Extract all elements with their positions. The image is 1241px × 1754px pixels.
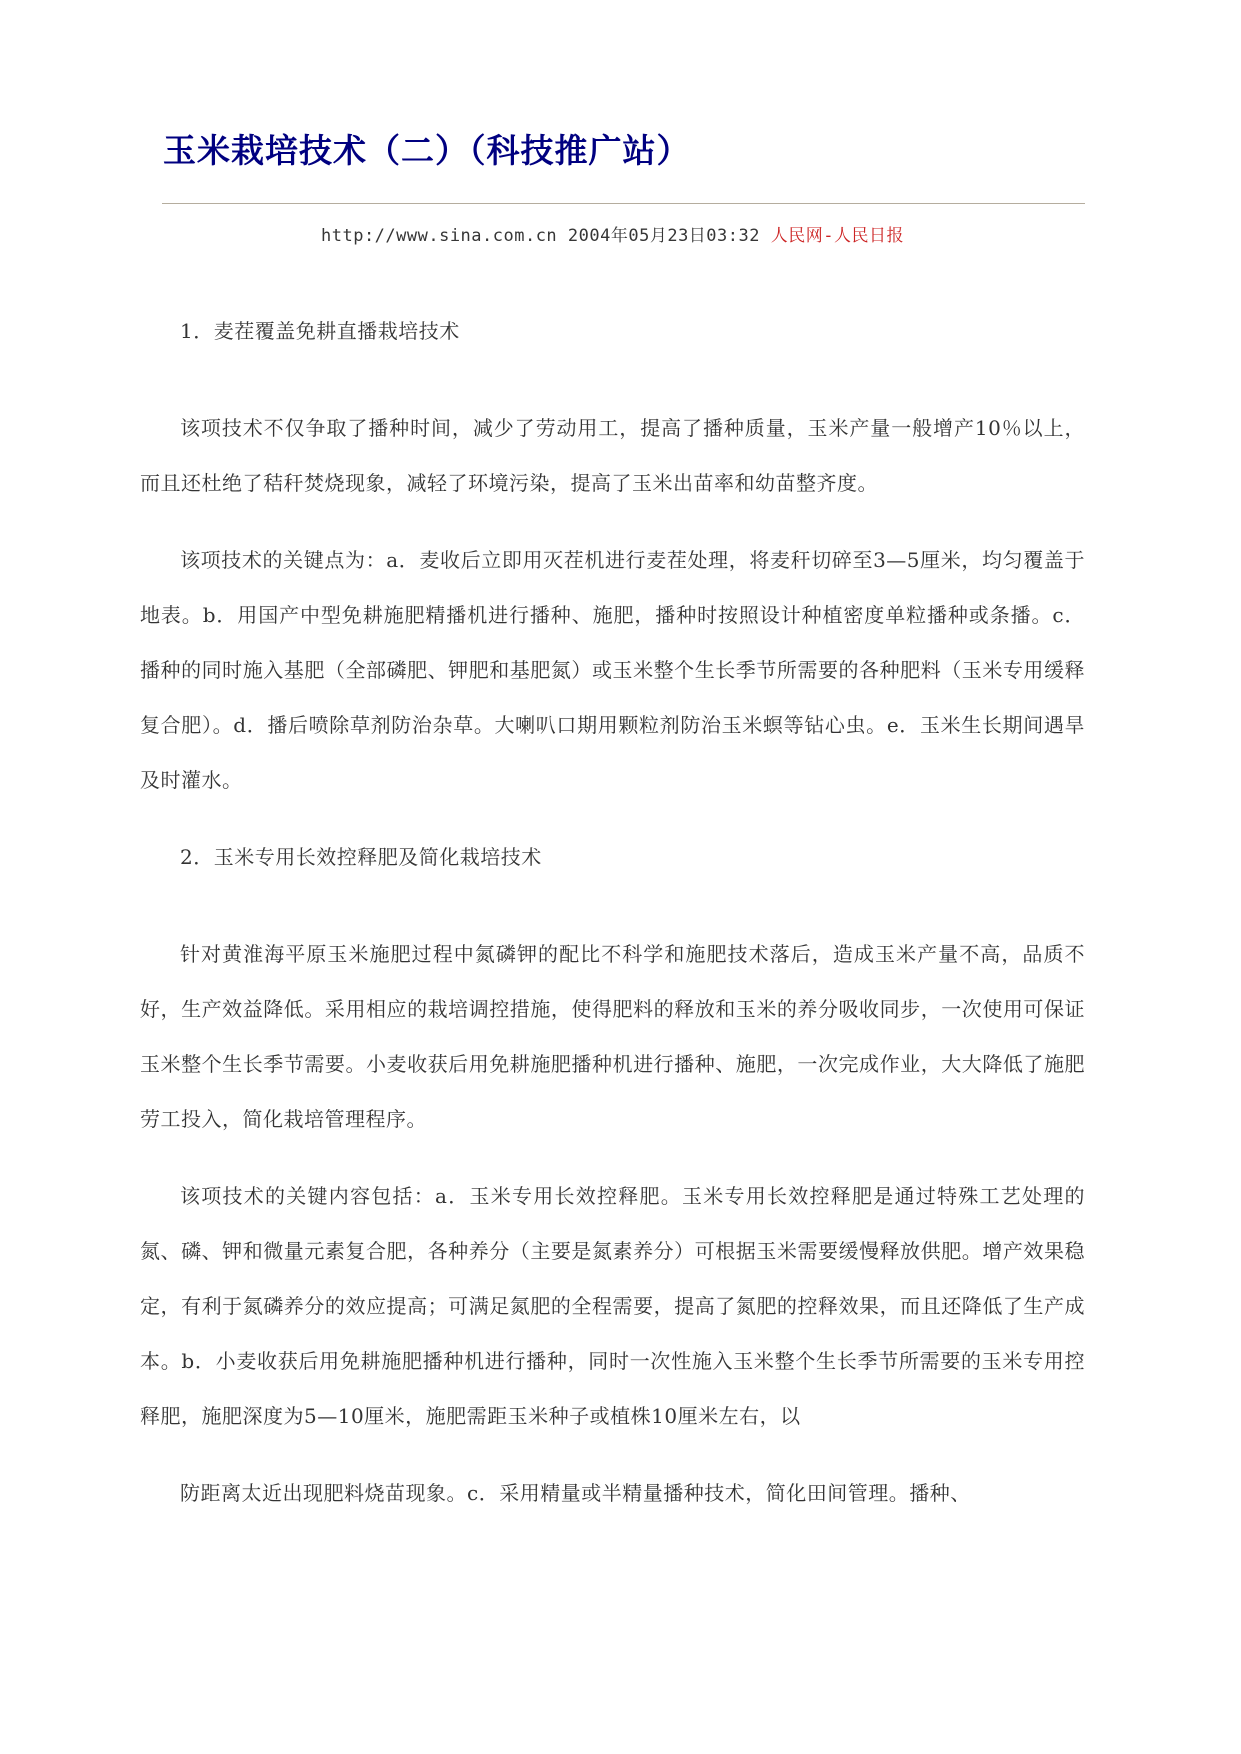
- article-body: [140, 304, 1085, 1521]
- paragraph: 防距离太近出现肥料烧苗现象。c．采用精量或半精量播种技术，简化田间管理。播种、: [180, 1480, 971, 1505]
- divider: [162, 203, 1085, 204]
- source-url: http://www.sina.com.cn: [321, 225, 558, 246]
- section-heading: 2．玉米专用长效控释肥及简化栽培技术: [180, 844, 542, 869]
- paragraph: 针对黄淮海平原玉米施肥过程中氮磷钾的配比不科学和施肥技术落后，造成玉米产量不高，品质不好，生产效益降低。采用相应的栽培调控措施，使得肥料的释放和玉米的养分吸收同步，一次使用可保证玉米整个生长季节需要。小麦收获后用免耕施肥播种机进行播种、施肥，一次完成作业，大大降低了施肥劳工投入，简化栽培管理程序。: [140, 941, 1085, 1131]
- publisher-link[interactable]: 人民网-人民日报: [770, 225, 904, 246]
- section-heading: 1．麦茬覆盖免耕直播栽培技术: [180, 318, 460, 343]
- paragraph: 该项技术的关键点为：a．麦收后立即用灭茬机进行麦茬处理，将麦秆切碎至3—5厘米，均匀覆盖于地表。b．用国产中型免耕施肥精播机进行播种、施肥，播种时按照设计种植密度单粒播种或条播。c．播种的同时施入基肥（全部磷肥、钾肥和基肥氮）或玉米整个生长季节所需要的各种肥料（玉米专用缓释复合肥）。d．播后喷除草剂防治杂草。大喇叭口期用颗粒剂防治玉米螟等钻心虫。e．玉米生长期间遇旱及时灌水。: [140, 547, 1085, 792]
- byline: [140, 221, 1085, 246]
- page-title: 玉米栽培技术（二）（科技推广站）: [163, 131, 691, 170]
- paragraph: 该项技术的关键内容包括：a．玉米专用长效控释肥。玉米专用长效控释肥是通过特殊工艺处理的氮、磷、钾和微量元素复合肥，各种养分（主要是氮素养分）可根据玉米需要缓慢释放供肥。增产效果稳定，有利于氮磷养分的效应提高；可满足氮肥的全程需要，提高了氮肥的控释效果，而且还降低了生产成本。b．小麦收获后用免耕施肥播种机进行播种，同时一次性施入玉米整个生长季节所需要的玉米专用控释肥，施肥深度为5—10厘米，施肥需距玉米种子或植株10厘米左右，以: [140, 1183, 1085, 1428]
- publish-datetime: 2004年05月23日03:32: [567, 225, 760, 246]
- paragraph: 该项技术不仅争取了播种时间，减少了劳动用工，提高了播种质量，玉米产量一般增产10％以上，而且还杜绝了秸秆焚烧现象，减轻了环境污染，提高了玉米出苗率和幼苗整齐度。: [140, 415, 1085, 495]
